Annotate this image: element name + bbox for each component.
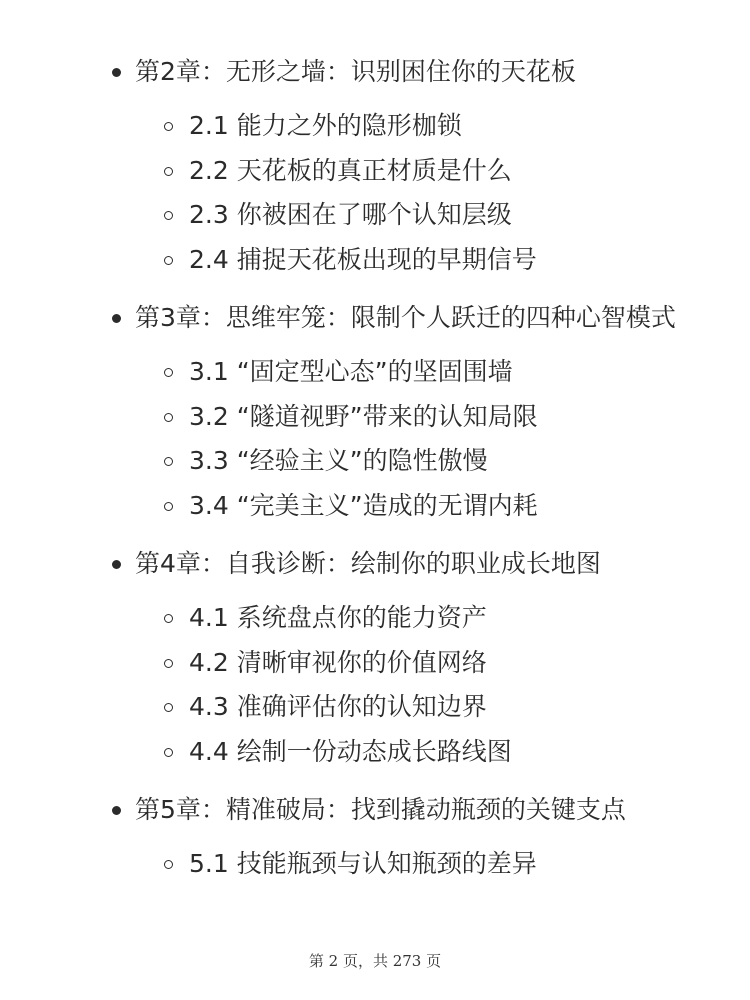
list-item xyxy=(135,596,710,641)
list-item xyxy=(135,730,710,775)
list-item xyxy=(135,238,710,283)
hollow-bullet-icon xyxy=(164,256,173,265)
section-list xyxy=(135,596,710,774)
hollow-bullet-icon xyxy=(164,457,173,466)
section-title: 3.2 “隧道视野”带来的认知局限 xyxy=(189,401,538,431)
chapter-4 xyxy=(110,542,710,774)
hollow-bullet-icon xyxy=(164,748,173,757)
list-item xyxy=(135,104,710,149)
list-item xyxy=(135,350,710,395)
list-item xyxy=(135,193,710,238)
section-title: 2.4 捕捉天花板出现的早期信号 xyxy=(189,244,537,274)
bullet-icon xyxy=(112,68,121,77)
hollow-bullet-icon xyxy=(164,167,173,176)
hollow-bullet-icon xyxy=(164,413,173,422)
section-title: 4.4 绘制一份动态成长路线图 xyxy=(189,736,512,766)
list-item xyxy=(135,149,710,194)
list-item xyxy=(135,842,710,887)
section-title: 4.1 系统盘点你的能力资产 xyxy=(189,603,487,632)
section-title: 5.1 技能瓶颈与认知瓶颈的差异 xyxy=(189,849,537,878)
section-list xyxy=(135,842,710,887)
chapter-5 xyxy=(110,788,710,887)
list-item xyxy=(135,685,710,730)
hollow-bullet-icon xyxy=(164,614,173,623)
section-title: 3.1 “固定型心态”的坚固围墙 xyxy=(189,357,513,386)
section-title: 3.3 “经验主义”的隐性傲慢 xyxy=(189,446,488,475)
list-item xyxy=(135,484,710,529)
section-list xyxy=(135,350,710,528)
list-item xyxy=(135,641,710,686)
hollow-bullet-icon xyxy=(164,703,173,712)
chapter-title: 第4章：自我诊断：绘制你的职业成长地图 xyxy=(135,549,601,578)
table-of-contents xyxy=(110,50,710,901)
chapter-3 xyxy=(110,296,710,528)
chapter-title: 第3章：思维牢笼：限制个人跃迁的四种心智模式 xyxy=(135,303,676,332)
page-footer: 第 2 页，共 273 页 xyxy=(308,952,442,970)
section-title: 4.2 清晰审视你的价值网络 xyxy=(189,647,487,677)
section-title: 2.1 能力之外的隐形枷锁 xyxy=(189,111,462,140)
bullet-icon xyxy=(112,560,121,569)
section-title: 2.3 你被困在了哪个认知层级 xyxy=(189,200,512,229)
hollow-bullet-icon xyxy=(164,368,173,377)
chapter-2 xyxy=(110,50,710,282)
section-title: 2.2 天花板的真正材质是什么 xyxy=(189,155,512,185)
list-item xyxy=(135,395,710,440)
chapter-title: 第5章：精准破局：找到撬动瓶颈的关键支点 xyxy=(135,795,626,824)
hollow-bullet-icon xyxy=(164,502,173,511)
list-item xyxy=(135,439,710,484)
hollow-bullet-icon xyxy=(164,860,173,869)
section-title: 4.3 准确评估你的认知边界 xyxy=(189,692,487,721)
bullet-icon xyxy=(112,806,121,815)
section-list xyxy=(135,104,710,282)
bullet-icon xyxy=(112,314,121,323)
hollow-bullet-icon xyxy=(164,659,173,668)
hollow-bullet-icon xyxy=(164,122,173,131)
chapter-title: 第2章：无形之墙：识别困住你的天花板 xyxy=(135,57,576,86)
hollow-bullet-icon xyxy=(164,211,173,220)
section-title: 3.4 “完美主义”造成的无谓内耗 xyxy=(189,490,538,520)
